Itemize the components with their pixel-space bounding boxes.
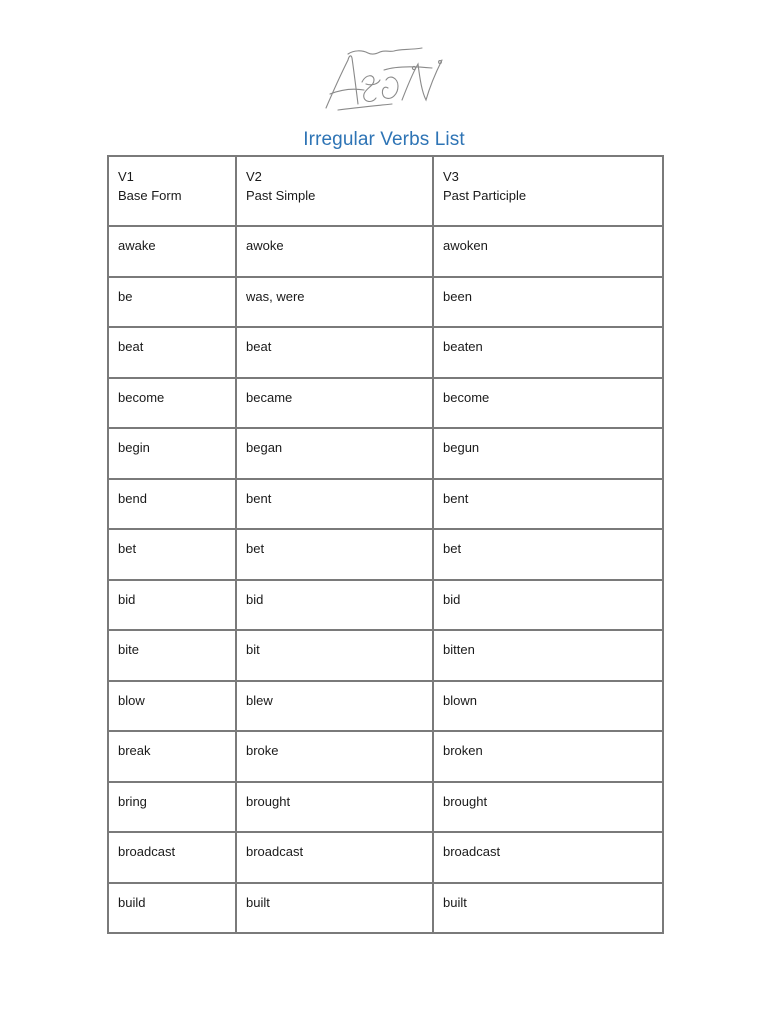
past-participle-cell: bitten [433, 630, 663, 681]
base-form-cell: break [108, 731, 236, 782]
past-simple-cell: built [236, 883, 433, 934]
past-participle-cell: begun [433, 428, 663, 479]
header-label: Past Participle [443, 188, 527, 203]
table-row [108, 277, 663, 328]
past-participle-cell: awoken [433, 226, 663, 277]
base-form-cell: broadcast [108, 832, 236, 883]
header-cell-v3 [433, 156, 663, 226]
past-participle-cell: broken [433, 731, 663, 782]
base-form-cell: become [108, 378, 236, 429]
past-simple-cell: bent [236, 479, 433, 530]
page-title: Irregular Verbs List [303, 129, 465, 150]
base-form-cell: blow [108, 681, 236, 732]
table-header-row [108, 156, 663, 226]
header-code: V2 [246, 169, 262, 184]
table-row [108, 832, 663, 883]
past-simple-cell: brought [236, 782, 433, 833]
past-simple-cell: beat [236, 327, 433, 378]
table-row [108, 378, 663, 429]
table-row [108, 580, 663, 631]
table-row [108, 630, 663, 681]
past-simple-cell: began [236, 428, 433, 479]
past-participle-cell: brought [433, 782, 663, 833]
header-cell-v2 [236, 156, 433, 226]
table-row [108, 428, 663, 479]
table-row [108, 226, 663, 277]
base-form-cell: awake [108, 226, 236, 277]
base-form-cell: begin [108, 428, 236, 479]
table-row [108, 681, 663, 732]
base-form-cell: bid [108, 580, 236, 631]
base-form-cell: bend [108, 479, 236, 530]
past-simple-cell: broadcast [236, 832, 433, 883]
past-participle-cell: blown [433, 681, 663, 732]
table-row [108, 782, 663, 833]
header-label: Past Simple [246, 188, 316, 203]
past-participle-cell: built [433, 883, 663, 934]
past-participle-cell: bet [433, 529, 663, 580]
header-code: V1 [118, 169, 134, 184]
base-form-cell: bet [108, 529, 236, 580]
past-simple-cell: awoke [236, 226, 433, 277]
signature-logo [318, 44, 450, 116]
past-simple-cell: bid [236, 580, 433, 631]
past-simple-cell: became [236, 378, 433, 429]
past-simple-cell: bit [236, 630, 433, 681]
past-participle-cell: become [433, 378, 663, 429]
header-label: Base Form [118, 188, 182, 203]
base-form-cell: be [108, 277, 236, 328]
past-participle-cell: bid [433, 580, 663, 631]
past-simple-cell: blew [236, 681, 433, 732]
past-participle-cell: beaten [433, 327, 663, 378]
table-row [108, 529, 663, 580]
base-form-cell: bite [108, 630, 236, 681]
base-form-cell: bring [108, 782, 236, 833]
past-participle-cell: broadcast [433, 832, 663, 883]
table-row [108, 731, 663, 782]
table-row [108, 883, 663, 934]
past-simple-cell: bet [236, 529, 433, 580]
irregular-verbs-table [107, 155, 664, 934]
past-participle-cell: been [433, 277, 663, 328]
past-simple-cell: was, were [236, 277, 433, 328]
base-form-cell: build [108, 883, 236, 934]
header-code: V3 [443, 169, 459, 184]
table-row [108, 327, 663, 378]
table-row [108, 479, 663, 530]
past-participle-cell: bent [433, 479, 663, 530]
signature-logo-icon [318, 44, 450, 116]
past-simple-cell: broke [236, 731, 433, 782]
base-form-cell: beat [108, 327, 236, 378]
header-cell-v1 [108, 156, 236, 226]
